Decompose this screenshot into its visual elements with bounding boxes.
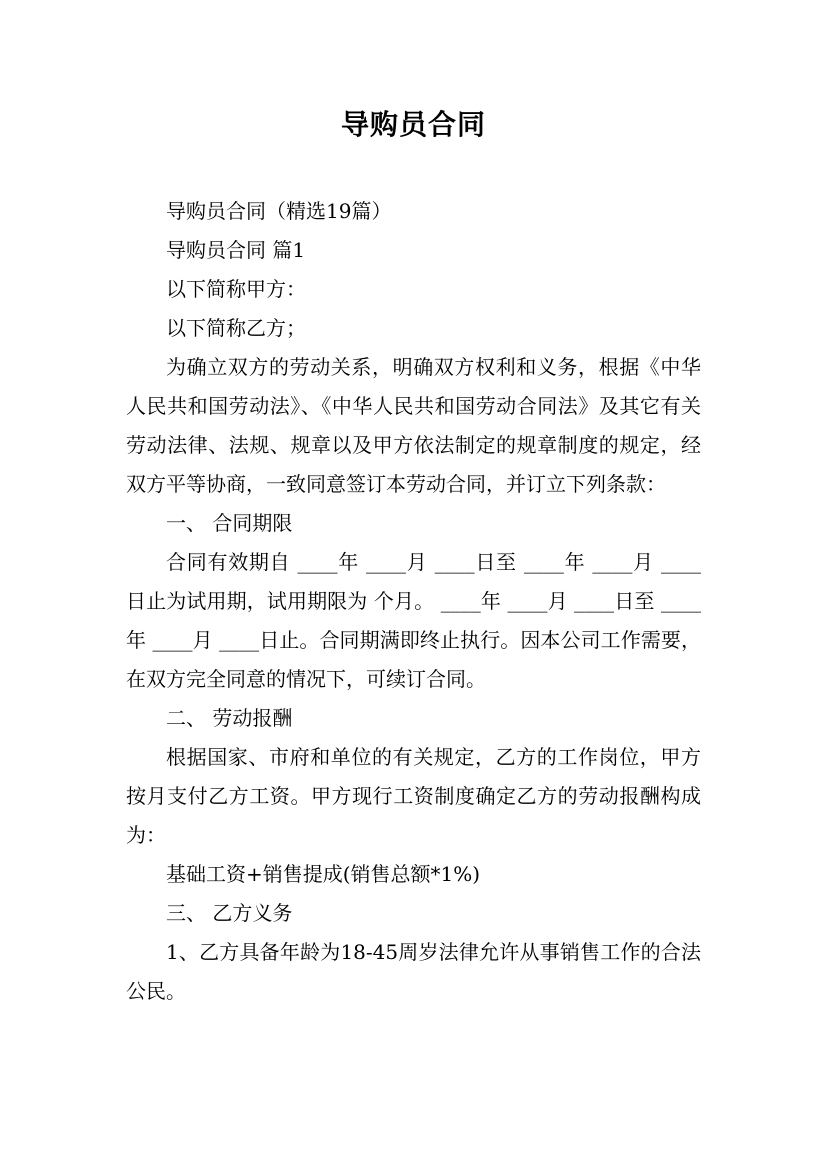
document-title: 导购员合同 [340, 108, 486, 141]
heading-remuneration: 二、 劳动报酬 [166, 706, 293, 730]
paragraph-party-b: 以下简称乙方； [166, 316, 306, 340]
paragraph-remuneration: 根据国家、市府和单位的有关规定，乙方的工作岗位，甲方按月支付乙方工资。甲方现行工资制度确定乙方的劳动报酬构成为： [126, 745, 701, 847]
paragraph-subtitle: 导购员合同（精选19篇） [166, 199, 392, 223]
paragraph-preamble: 为确立双方的劳动关系，明确双方权利和义务，根据《中华人民共和国劳动法》、《中华人民共和国劳动合同法》及其它有关劳动法律、法规、规章以及甲方依法制定的规章制度的规定，经双方平等协商，一致同意签订本劳动合同，并订立下列条款： [126, 355, 701, 496]
paragraph-contract-term: 合同有效期自 ____年 ____月 ____日至 ____年 ____月 ____日止为试用期，试用期限为 个月。 ____年 ____月 ____日至 ____年 ____月 ____日止。合同期满即终止执行。因本公司工作需要，在双方完全同意的情况下，可续订合同。 [126, 550, 701, 691]
document-body [126, 192, 701, 1011]
heading-contract-term: 一、 合同期限 [166, 511, 293, 535]
paragraph-party-a: 以下简称甲方： [166, 277, 306, 301]
paragraph-section-heading: 导购员合同 篇1 [166, 238, 306, 262]
paragraph-salary-formula: 基础工资+销售提成(销售总额*1%) [166, 862, 481, 886]
paragraph-obligation-1: 1、乙方具备年龄为18-45周岁法律允许从事销售工作的合法公民。 [126, 940, 701, 1003]
heading-obligations: 三、 乙方义务 [166, 901, 293, 925]
